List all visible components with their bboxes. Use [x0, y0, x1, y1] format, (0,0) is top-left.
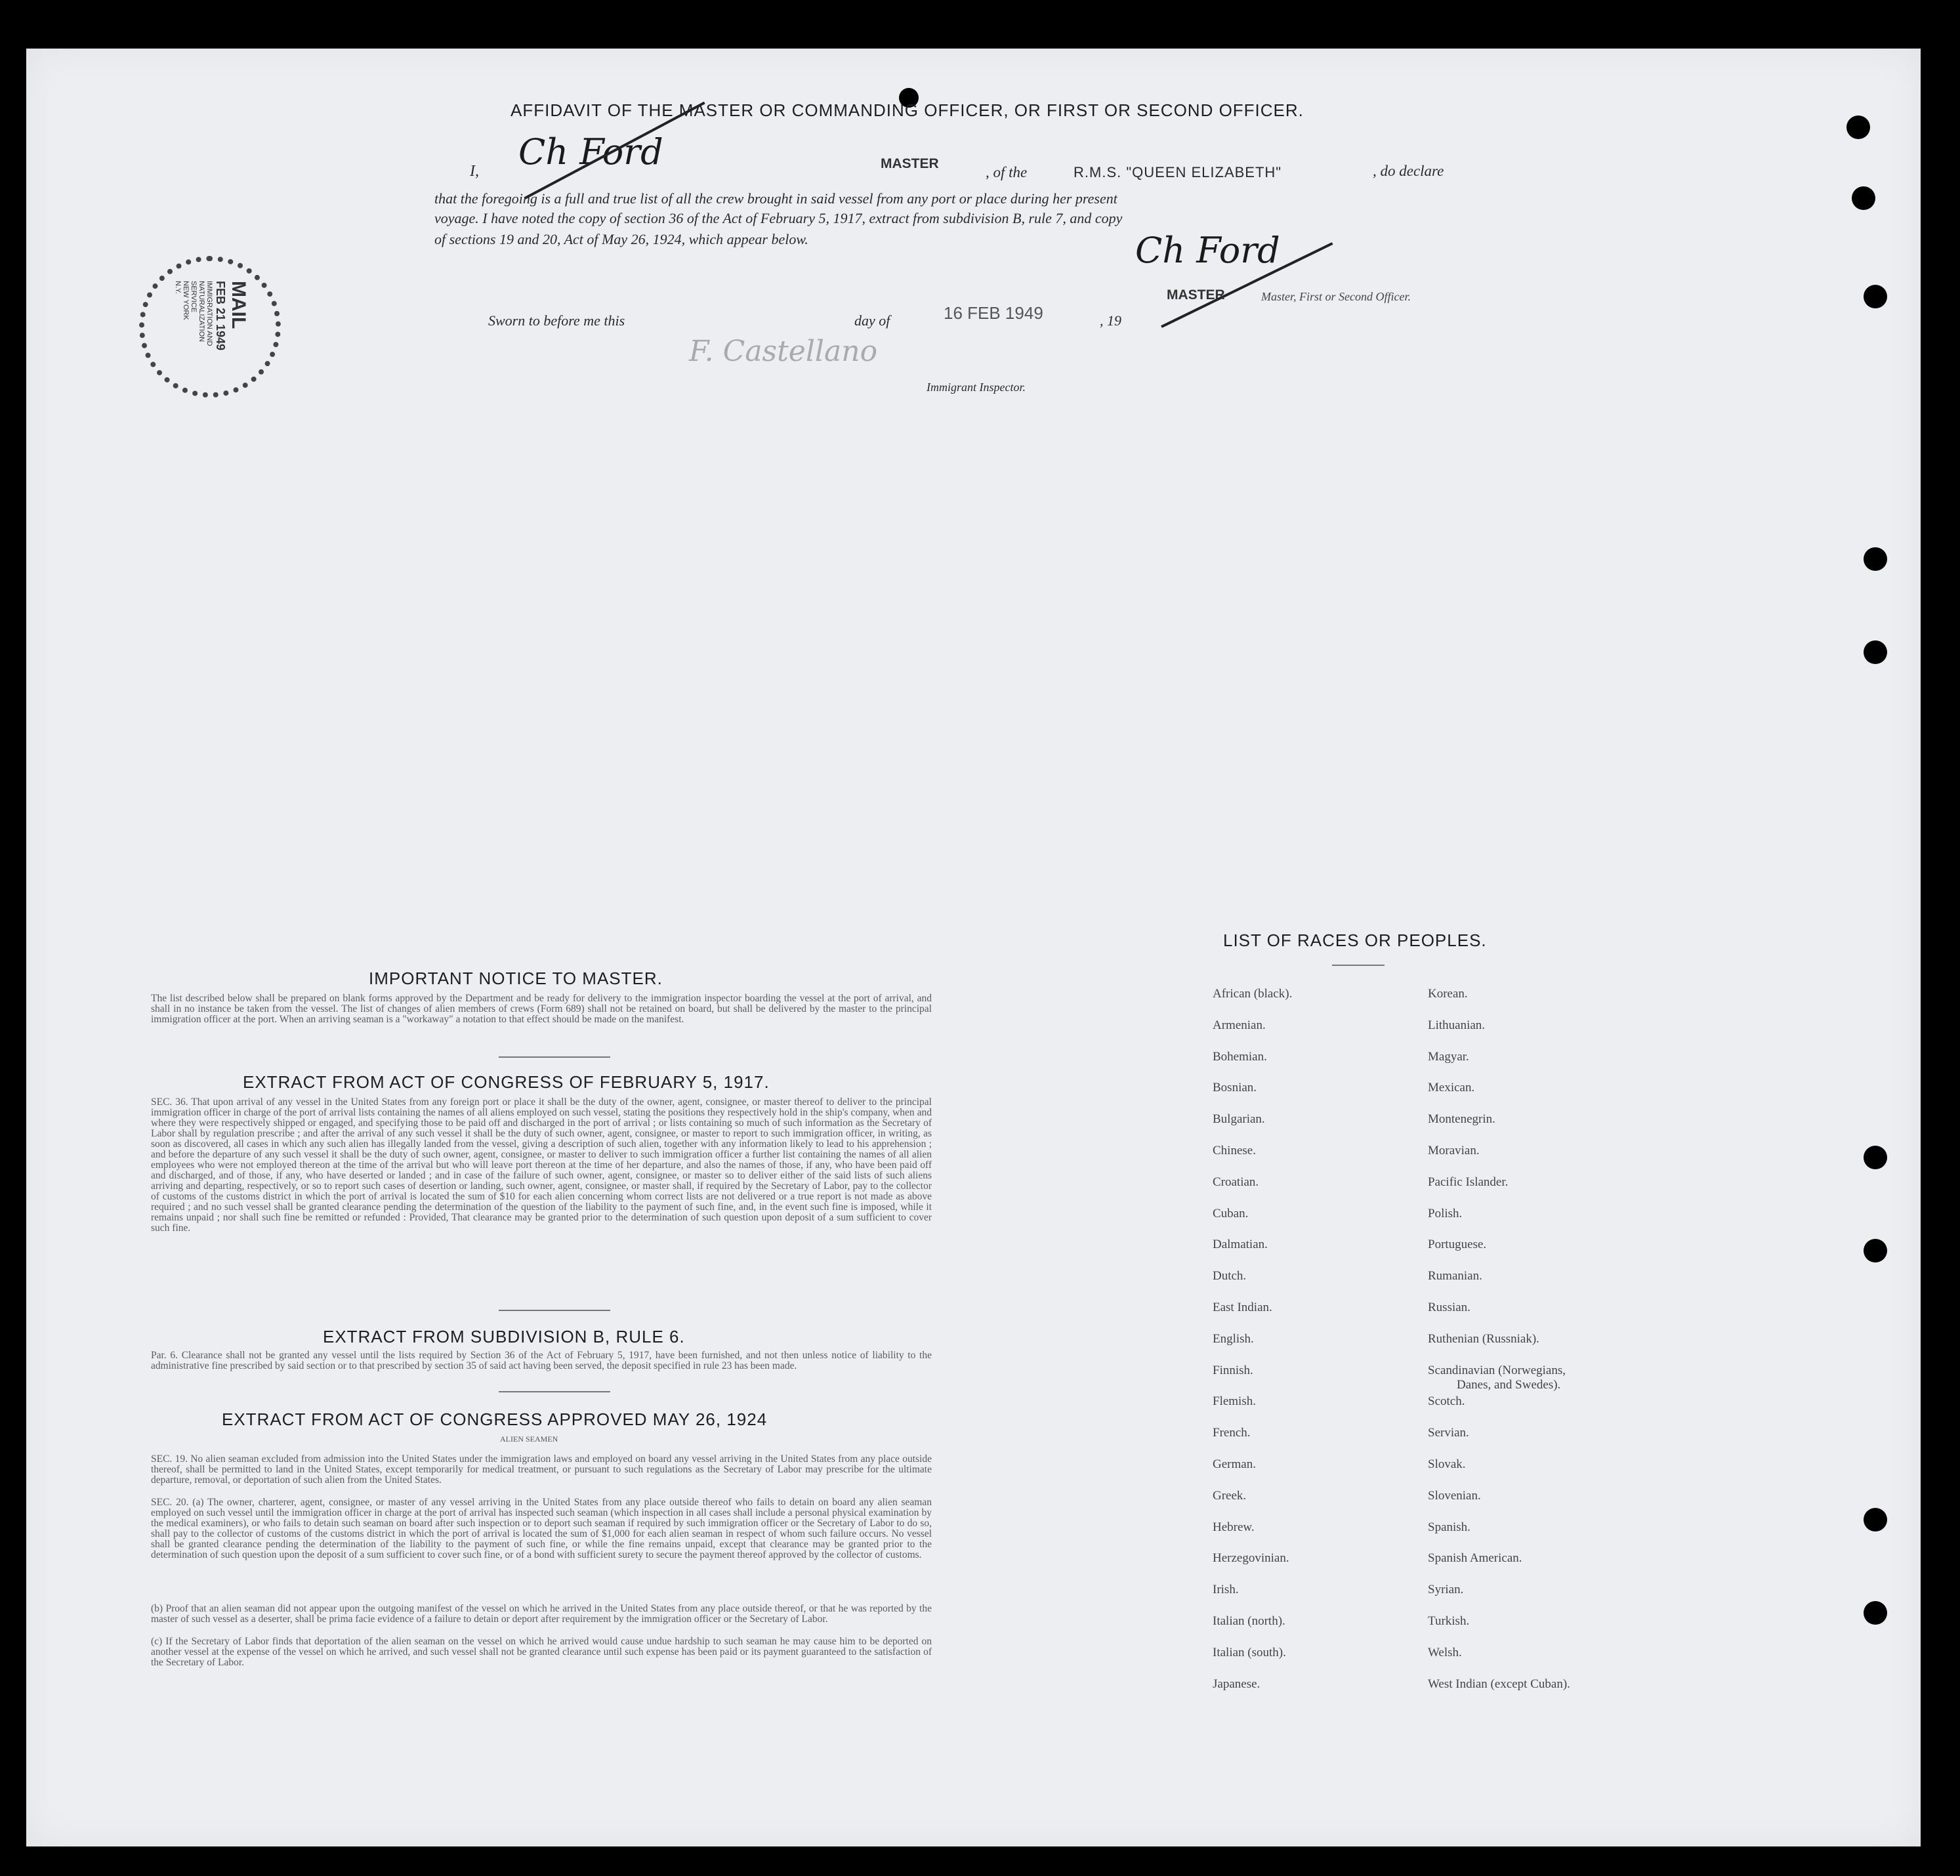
race-item: German. [1213, 1457, 1256, 1471]
race-item: West Indian (except Cuban). [1428, 1677, 1570, 1691]
race-item: Magyar. [1428, 1049, 1469, 1064]
race-item: Lithuanian. [1428, 1018, 1486, 1032]
race-item: Moravian. [1428, 1144, 1480, 1157]
affidavit-line-2: that the foregoing is a full and true list of all the crew brought in said vessel from any port or place during her present [434, 190, 1117, 207]
race-item: Spanish. [1428, 1520, 1470, 1534]
race-item: Scandinavian (Norwegians, [1428, 1363, 1566, 1377]
race-item: Croatian. [1213, 1175, 1259, 1189]
stamp-line-6: NEW YORK [182, 281, 190, 320]
race-item: Turkish. [1428, 1614, 1470, 1628]
race-item: Cuban. [1213, 1206, 1249, 1220]
divider [499, 1310, 610, 1311]
punch-hole-icon [1852, 186, 1875, 210]
punch-hole-icon [1864, 1146, 1887, 1169]
race-item: Pacific Islander. [1428, 1175, 1509, 1189]
divider [1332, 965, 1385, 966]
stamp-line-7: N.Y. [174, 281, 182, 294]
stamp-line-3: IMMIGRATION AND [205, 281, 213, 346]
notice-text: The list described below shall be prepared on blank forms approved by the Department and be ready for delivery to the immigration inspector boarding the vessel at the port of arrival, and shall in no instance be taken from the vessel. The list of changes of alien members of crews (Form 689) shall not be retained on board, but shall be delivered by the master to the principal immigration officer at the port. When an arriving seaman is a "workaway" a notation to that effect should be made on the manifest. [151, 993, 932, 1025]
extract-1924-title: EXTRACT FROM ACT OF CONGRESS APPROVED MAY 26, 1924 [222, 1409, 768, 1429]
extract-1917-title: EXTRACT FROM ACT OF CONGRESS OF FEBRUARY 5, 1917. [243, 1072, 770, 1092]
punch-hole-icon [1864, 1601, 1887, 1625]
race-item: Dalmatian. [1213, 1238, 1268, 1252]
race-item: Italian (south). [1213, 1645, 1286, 1659]
race-item: African (black). [1213, 987, 1293, 1001]
race-item: Portuguese. [1428, 1238, 1487, 1252]
stamp-line-4: NATURALIZATION [198, 281, 205, 343]
rule-6-text: Par. 6. Clearance shall not be granted any vessel until the lists required by Section 36 of the Act of February 5, 1917, have been furnished, and not then unless notice of liability to the administrative fine prescribed by said section or to that prescribed by section 35 of said act having been served, the deposit specified in rule 23 has been made. [151, 1350, 932, 1371]
stamp-mail: MAIL [228, 281, 249, 329]
race-item: Italian (north). [1213, 1614, 1285, 1628]
year-label: , 19 [1100, 312, 1121, 329]
stamp-date: FEB 21 1949 [214, 281, 227, 351]
race-item: Polish. [1428, 1206, 1463, 1220]
divider [499, 1056, 610, 1058]
races-title: LIST OF RACES OR PEOPLES. [1223, 930, 1487, 950]
race-item: Flemish. [1213, 1394, 1256, 1409]
affidavit-title: AFFIDAVIT OF THE MASTER OR COMMANDING OFFICER, OR FIRST OR SECOND OFFICER. [511, 100, 1304, 120]
race-item: Slovak. [1428, 1457, 1466, 1471]
race-item: French. [1213, 1426, 1251, 1440]
race-item: Rumanian. [1428, 1269, 1482, 1283]
race-item: Chinese. [1213, 1144, 1256, 1157]
race-col2-continuation: Danes, and Swedes). [1457, 1378, 1561, 1392]
inspector-label: Immigrant Inspector. [927, 381, 1026, 394]
vessel-name: R.M.S. "QUEEN ELIZABETH" [1074, 164, 1282, 180]
section-20c-text: (c) If the Secretary of Labor finds that deportation of the alien seaman on the vessel on which he arrived would cause undue hardship to such seaman he may cause him to be deported on another vessel at the expense of the vessel on which he arrived, and such vessel shall not be granted clearance until such expense has been paid or its payment guaranteed to the satisfaction of the Secretary of Labor. [151, 1636, 932, 1668]
race-item: East Indian. [1213, 1301, 1272, 1314]
race-item: Korean. [1428, 987, 1468, 1001]
punch-hole-icon [1864, 640, 1887, 664]
divider [499, 1391, 610, 1392]
section-20a-text: SEC. 20. (a) The owner, charterer, agent, consignee, or master of any vessel arriving in the United States from any place outside thereof who fails to detain on board any alien seaman employed on such vessel until the immigration officer in charge at the port of arrival has inspected such seaman (which inspection in all cases shall include a personal physical examination by the medical examiners), or who fails to detain such seaman on board after such inspection or to deport such seaman if required by such immigration officer or the Secretary of Labor to do so, shall pay to the collector of customs of the customs district in which the port of arrival is located the sum of $1,000 for each alien seaman in respect of whom such failure occurs. No vessel shall be granted clearance pending the determination of the liability to the payment of such fine, or while the fine remains unpaid, except that clearance may be granted prior to the determination of such question upon the deposit of a sum sufficient to cover such fine, or of a bond with sufficient surety to secure the payment thereof approved by the collector of customs. [151, 1497, 932, 1560]
inspector-signature: F. Castellano [689, 335, 878, 368]
race-item: Armenian. [1213, 1018, 1266, 1032]
section-19-text: SEC. 19. No alien seaman excluded from admission into the United States under the immigration laws and employed on board any vessel arriving in the United States from any place outside thereof, shall be permitted to land in the United States, except temporarily for medical treatment, or pursuant to such regulations as the Secretary of Labor may prescribe for the ultimate departure, removal, or deportation of such alien from the United States. [151, 1453, 932, 1486]
race-item: Bohemian. [1213, 1049, 1267, 1064]
master-signature-2: Ch Ford [1135, 230, 1280, 271]
punch-hole-icon [1864, 1239, 1887, 1262]
race-item: Servian. [1428, 1426, 1469, 1440]
race-item: Bulgarian. [1213, 1112, 1265, 1127]
of-the-label: , of the [986, 164, 1028, 180]
date-stamp: 16 FEB 1949 [944, 303, 1043, 323]
rank-field: MASTER [881, 156, 939, 171]
extract-1917-text: SEC. 36. That upon arrival of any vessel in the United States from any foreign port or place it shall be the duty of the owner, agent, consignee, or master thereof to deliver to the principal immigration officer in charge of the port of arrival lists containing the names of all aliens employed on such vessel, stating the positions they respectively hold in the ship's company, when and where they were respectively shipped or engaged, and specifying those to be paid off and discharged in the port of arrival ; or lists containing so much of such information as the Secretary of Labor shall by regulation prescribe ; and after the arrival of any such vessel it shall be the duty of such owner, agent, consignee, or master to report to such immigration officer, in writing, as soon as discovered, all cases in which any such alien has illegally landed from the vessel, giving a description of such alien, together with any information likely to lead to his apprehension ; and before the departure of any such vessel it shall be the duty of such owner, agent, consignee, or master to deliver to such immigration officer a further list containing the names of all alien employees who were not employed thereon at the time of the arrival but who will leave port thereon at the time of her departure, and also the names of those, if any, who have been paid off and discharged, and of those, if any, who have deserted or landed ; and in case of the failure of such owner, agent, consignee, or master so to deliver either of the said lists of such aliens arriving and departing, respectively, or so to report such cases of desertion or landing, such owner, agent, consignee, or master shall, if required by the Secretary of Labor, pay to the collector of customs of the customs district in which the port of arrival is located the sum of $10 for each alien concerning whom correct lists are not delivered or a true report is not made as above required ; and no such vessel shall be granted clearance pending the determination of the question of the liability to the payment of such fine, and, in the event such fine is imposed, while it remains unpaid ; nor shall such fine be remitted or refunded : Provided, That clearance may be granted prior to the determination of such question upon deposit of a sum sufficient to cover such fine. [151, 1096, 932, 1234]
affidavit-line-3: voyage. I have noted the copy of section 36 of the Act of February 5, 1917, extract from subdivision B, rule 7, and copy [434, 210, 1123, 226]
race-item: Spanish American. [1428, 1551, 1522, 1566]
punch-hole-icon [1864, 285, 1887, 308]
race-item: Montenegrin. [1428, 1112, 1495, 1127]
declarant-label: I, [470, 163, 479, 180]
race-item: Scotch. [1428, 1394, 1465, 1409]
notice-title: IMPORTANT NOTICE TO MASTER. [369, 969, 663, 988]
declare-label: , do declare [1373, 163, 1444, 179]
race-item: Russian. [1428, 1301, 1470, 1314]
race-item: English. [1213, 1331, 1254, 1346]
race-item: Greek. [1213, 1488, 1247, 1503]
stamp-line-5: SERVICE [190, 281, 198, 313]
race-item: Welsh. [1428, 1645, 1462, 1659]
punch-hole-icon [1846, 115, 1870, 139]
race-item: Mexican. [1428, 1081, 1475, 1095]
extract-1924-subtitle: ALIEN SEAMEN [500, 1434, 558, 1444]
race-item: Syrian. [1428, 1583, 1464, 1597]
race-item: Dutch. [1213, 1269, 1247, 1283]
master-label: MASTER [1167, 287, 1225, 302]
day-of-label: day of [854, 312, 890, 329]
rule-6-title: EXTRACT FROM SUBDIVISION B, RULE 6. [323, 1327, 685, 1346]
race-item: Bosnian. [1213, 1081, 1257, 1095]
master-sublabel: Master, First or Second Officer. [1261, 290, 1411, 303]
punch-hole-icon [1864, 547, 1887, 571]
master-signature: Ch Ford [518, 131, 663, 173]
punch-hole-icon [1864, 1508, 1887, 1532]
section-20b-text: (b) Proof that an alien seaman did not appear upon the outgoing manifest of the vessel on which he arrived in the United States from any place outside thereof, or that he was reported by the master of such vessel as a deserter, shall be prima facie evidence of a failure to detain or deport after requirement by the immigration officer or the Secretary of Labor. [151, 1603, 932, 1625]
race-item: Hebrew. [1213, 1520, 1255, 1534]
race-item: Slovenian. [1428, 1488, 1481, 1503]
sworn-label: Sworn to before me this [488, 312, 625, 329]
race-item: Irish. [1213, 1583, 1239, 1597]
immigration-stamp [139, 256, 281, 398]
race-item: Ruthenian (Russniak). [1428, 1331, 1539, 1346]
race-item: Herzegovinian. [1213, 1551, 1289, 1566]
race-item: Japanese. [1213, 1677, 1261, 1691]
race-item: Finnish. [1213, 1363, 1253, 1377]
affidavit-line-4: of sections 19 and 20, Act of May 26, 1924, which appear below. [434, 231, 808, 247]
